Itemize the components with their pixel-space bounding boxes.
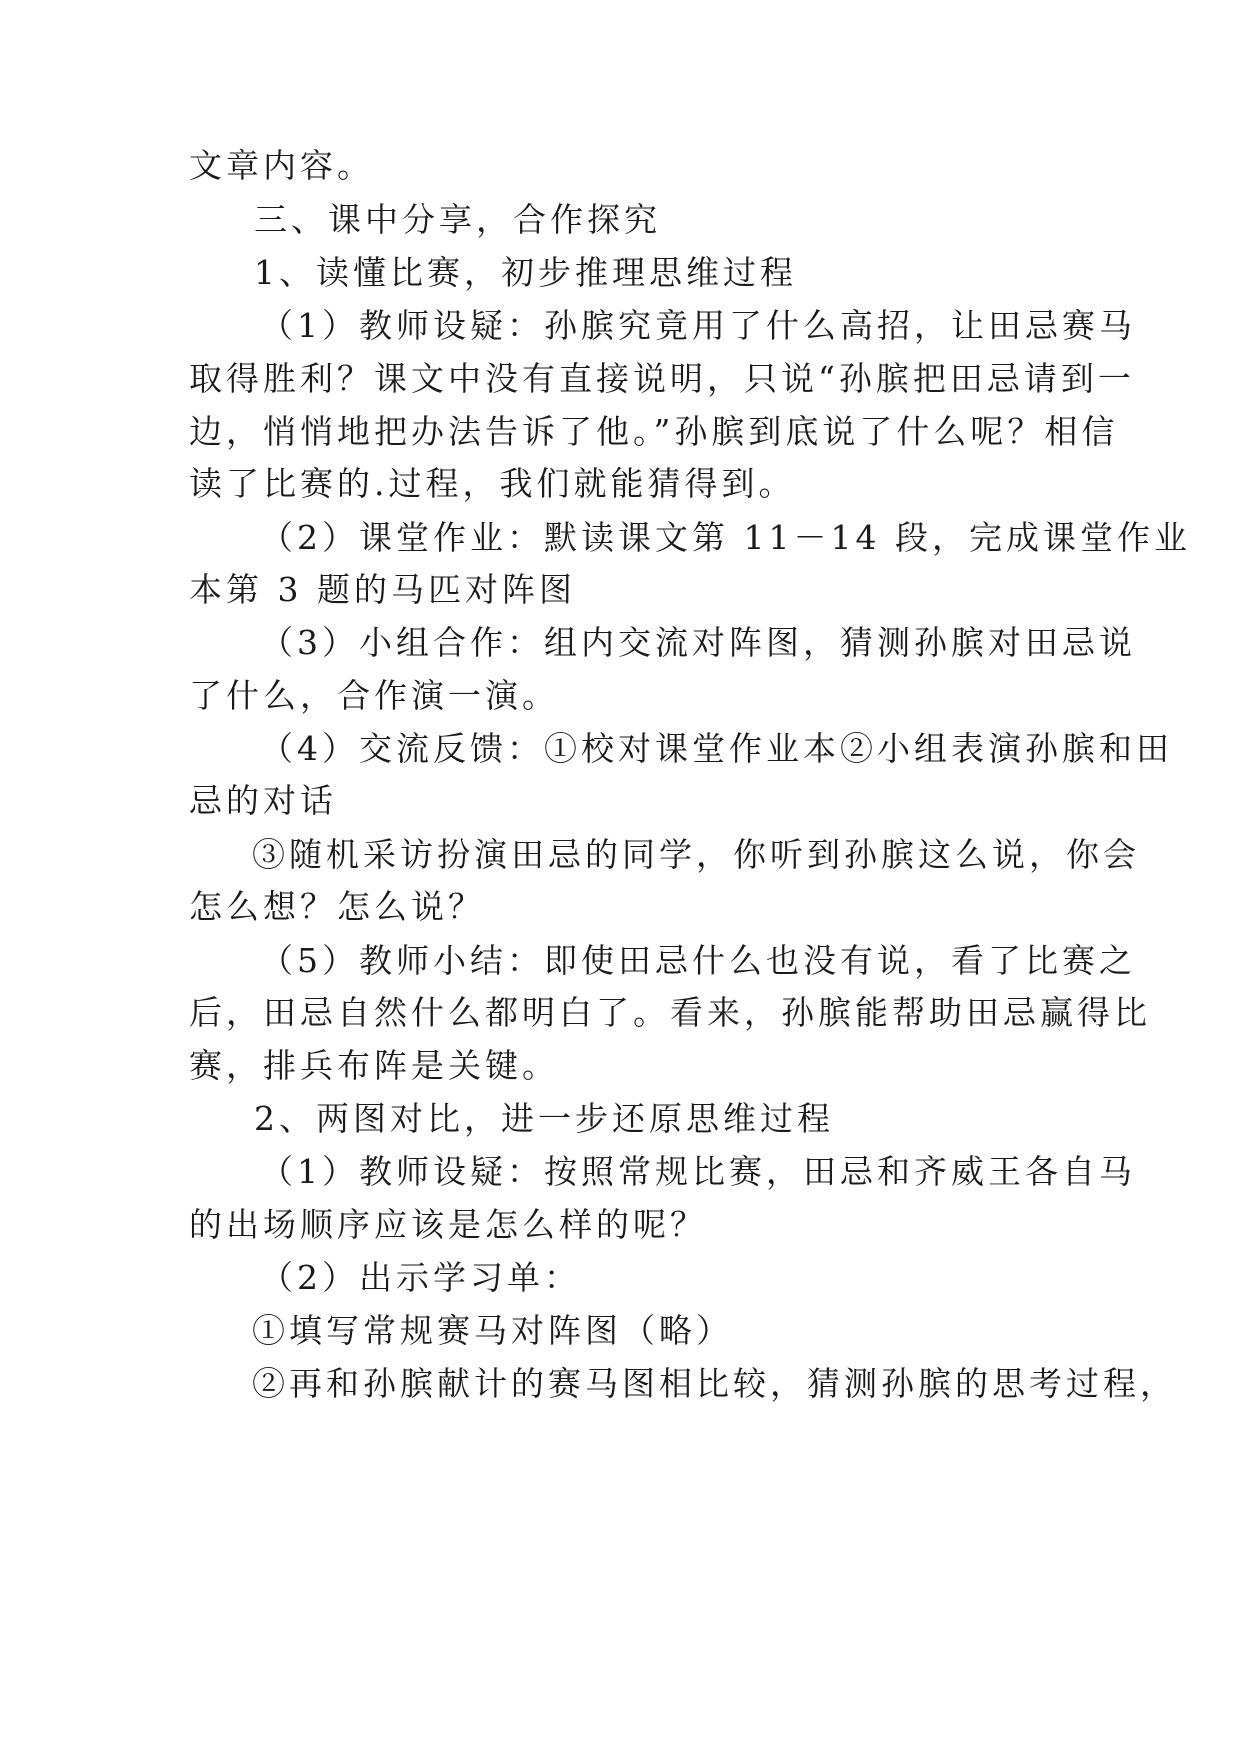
text-line: ③随机采访扮演田忌的同学，你听到孙膑这么说，你会	[252, 835, 1140, 874]
text-line: （4）交流反馈：①校对课堂作业本②小组表演孙膑和田	[260, 729, 1173, 768]
text-line: 了什么，合作演一演。	[189, 676, 559, 715]
text-line: （3）小组合作：组内交流对阵图，猜测孙膑对田忌说	[260, 623, 1136, 662]
text-line: （2）出示学习单：	[260, 1258, 581, 1297]
text-line: ②再和孙膑献计的赛马图相比较，猜测孙膑的思考过程，	[252, 1364, 1177, 1403]
text-line: 的出场顺序应该是怎么样的呢？	[189, 1205, 707, 1244]
text-line: 本第 3 题的马匹对阵图	[189, 570, 576, 609]
text-line: ①填写常规赛马对阵图（略）	[252, 1311, 733, 1350]
text-line: （1）教师设疑：孙膑究竟用了什么高招，让田忌赛马	[260, 306, 1136, 345]
text-line: 读了比赛的.过程，我们就能猜得到。	[189, 464, 796, 503]
text-line: 文章内容。	[189, 146, 374, 185]
text-line: （5）教师小结：即使田忌什么也没有说，看了比赛之	[260, 941, 1136, 980]
text-line: 边，悄悄地把办法告诉了他。”孙膑到底说了什么呢？相信	[189, 412, 1119, 451]
subsection-heading: 2、两图对比，进一步还原思维过程	[254, 1099, 834, 1138]
text-line: （2）课堂作业：默读课文第 11－14 段，完成课堂作业	[260, 518, 1191, 557]
text-line: （1）教师设疑：按照常规比赛，田忌和齐威王各自马	[260, 1152, 1136, 1191]
text-line: 忌的对话	[189, 781, 337, 820]
text-line: 赛，排兵布阵是关键。	[189, 1046, 559, 1085]
subsection-heading: 1、读懂比赛，初步推理思维过程	[254, 253, 797, 292]
section-heading: 三、课中分享，合作探究	[254, 200, 661, 239]
text-line: 后，田忌自然什么都明白了。看来，孙膑能帮助田忌赢得比	[189, 993, 1151, 1032]
text-line: 怎么想？怎么说？	[189, 887, 485, 926]
text-line: 取得胜利？课文中没有直接说明，只说“孙膑把田忌请到一	[189, 359, 1135, 398]
